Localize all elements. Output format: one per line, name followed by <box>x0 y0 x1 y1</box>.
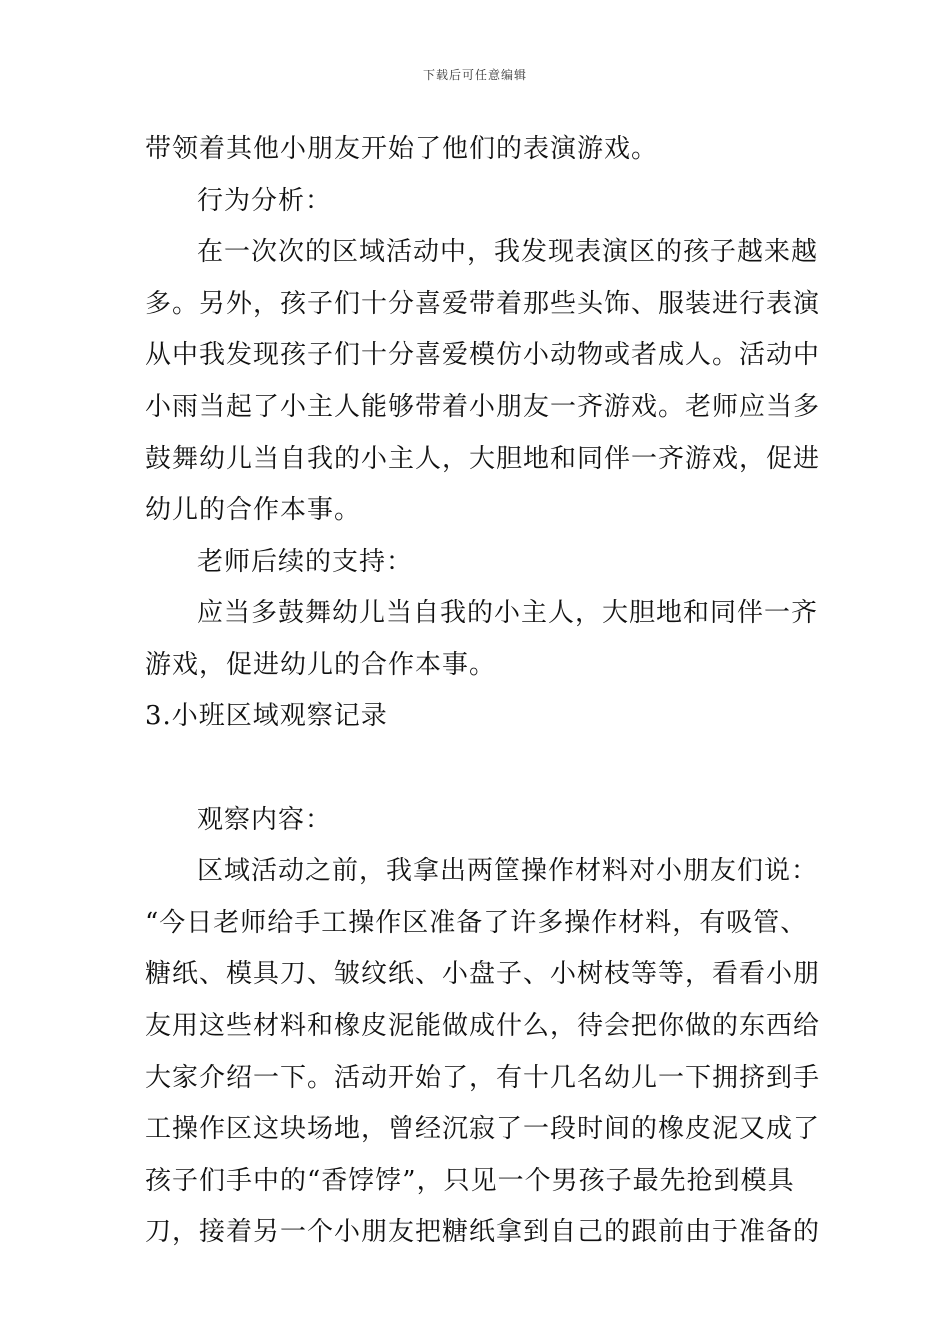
paragraph-line: 游戏，促进幼儿的合作本事。 <box>145 650 497 680</box>
paragraph-line: 带领着其他小朋友开始了他们的表演游戏。 <box>145 134 659 164</box>
paragraph-line: 在一次次的区域活动中，我发现表演区的孩子越来越 <box>197 237 819 267</box>
section-heading-teacher-support: 老师后续的支持： <box>197 547 414 577</box>
section-heading-observation: 观察内容： <box>197 805 333 835</box>
paragraph-line: 小雨当起了小主人能够带着小朋友一齐游戏。老师应当多 <box>145 392 821 422</box>
paragraph-line: 工操作区这块场地，曾经沉寂了一段时间的橡皮泥又成了 <box>145 1114 821 1144</box>
section-heading-behavior-analysis: 行为分析： <box>197 186 333 216</box>
paragraph-line: 大家介绍一下。活动开始了，有十几名幼儿一下拥挤到手 <box>145 1063 821 1093</box>
paragraph-line: 孩子们手中的“香饽饽”，只见一个男孩子最先抢到模具 <box>145 1166 795 1196</box>
paragraph-line: 糖纸、模具刀、皱纹纸、小盘子、小树枝等等，看看小朋 <box>145 959 821 989</box>
paragraph-line: 从中我发现孩子们十分喜爱模仿小动物或者成人。活动中 <box>145 340 821 370</box>
paragraph-line: 鼓舞幼儿当自我的小主人，大胆地和同伴一齐游戏，促进 <box>145 444 821 474</box>
paragraph-line: 幼儿的合作本事。 <box>145 495 362 525</box>
page-header: 下载后可任意编辑 <box>422 68 527 82</box>
section-title: 3.小班区域观察记录 <box>145 701 388 731</box>
paragraph-line: 友用这些材料和橡皮泥能做成什么，待会把你做的东西给 <box>145 1011 821 1041</box>
paragraph-line: 多。另外，孩子们十分喜爱带着那些头饰、服装进行表演 <box>145 289 821 319</box>
paragraph-line: 刀，接着另一个小朋友把糖纸拿到自己的跟前由于准备的 <box>145 1217 821 1247</box>
paragraph-line: “今日老师给手工操作区准备了许多操作材料，有吸管、 <box>145 908 808 938</box>
paragraph-line: 应当多鼓舞幼儿当自我的小主人，大胆地和同伴一齐 <box>197 598 819 628</box>
paragraph-line: 区域活动之前，我拿出两筐操作材料对小朋友们说： <box>197 856 819 886</box>
